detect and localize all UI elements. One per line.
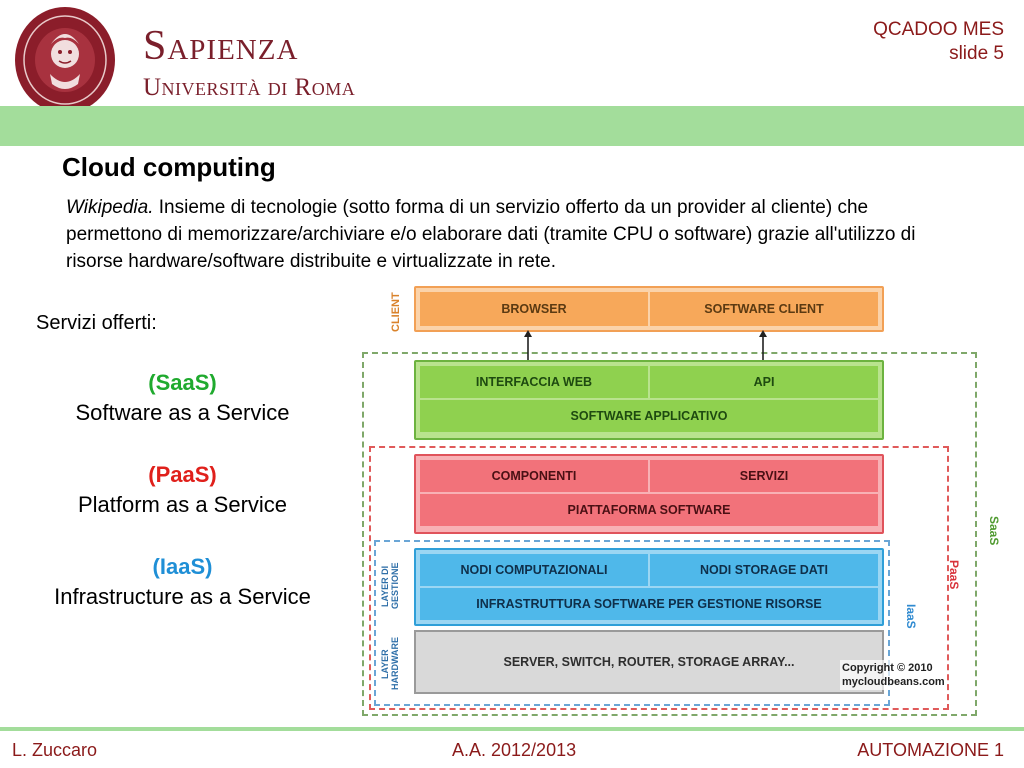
footer-band [0,727,1024,731]
footer-year: A.A. 2012/2013 [452,740,577,760]
service-paas [30,460,335,520]
cloud-stack-diagram [360,280,1001,720]
slide-title: Cloud computing [62,152,276,182]
nodi-computazionali-box: NODI COMPUTAZIONALI [420,554,648,586]
componenti-box: COMPONENTI [420,460,648,492]
layer-hardware-label: LAYER HARDWARE [380,637,400,691]
client-layer-label: CLIENT [390,292,402,332]
servizi-box: SERVIZI [650,460,878,492]
definition-paragraph [66,194,966,275]
paas-side-label: PaaS [947,560,961,590]
paas-band [414,454,884,534]
saas-band [414,360,884,440]
layer-gestione-label: LAYER DI GESTIONE [380,562,400,610]
iaas-side-label: IaaS [904,604,918,629]
service-name: Software as a Service [75,400,290,425]
university-seal-logo [12,4,118,116]
header-band [0,106,1024,146]
service-iaas [30,552,335,612]
course-title: QCADOO MES [873,19,1004,40]
iaas-management-band [414,548,884,626]
footer-author: L. Zuccaro [12,740,98,760]
nodi-storage-box: NODI STORAGE DATI [650,554,878,586]
slide-header-info [873,18,1004,66]
brand-name: Sapienza [143,23,299,69]
diagram-copyright [840,660,947,690]
service-code: (SaaS) [148,370,217,395]
hardware-box: SERVER, SWITCH, ROUTER, STORAGE ARRAY... [414,630,884,694]
software-applicativo-box: SOFTWARE APPLICATIVO [420,400,878,432]
browser-box: BROWSER [420,292,648,326]
copyright-url: mycloudbeans.com [842,676,945,688]
piattaforma-software-box: PIATTAFORMA SOFTWARE [420,494,878,526]
definition-source: Wikipedia. [66,197,154,218]
interfaccia-web-box: INTERFACCIA WEB [420,366,648,398]
saas-side-label: SaaS [987,516,1001,546]
infrastruttura-box: INFRASTRUTTURA SOFTWARE PER GESTIONE RISORSE [420,588,878,620]
api-box: API [650,366,878,398]
service-name: Infrastructure as a Service [54,584,311,609]
service-name: Platform as a Service [77,492,288,517]
copyright-line: Copyright © 2010 [842,662,933,674]
client-band [414,286,884,332]
service-code: (IaaS) [152,554,213,579]
footer-course: AUTOMAZIONE 1 [857,740,1004,760]
software-client-box: SOFTWARE CLIENT [650,292,878,326]
brand-subtitle: Università di Roma [143,74,356,101]
services-label: Servizi offerti: [36,312,157,334]
definition-text: Insieme di tecnologie (sotto forma di un servizio offerto da un provider al cliente) che permettono di memorizzare/archiviare e/o elaborare dati (tramite CPU o software) grazie all'utilizzo di risorse hardware/software distribuite e virtualizzate in rete. [66,197,916,272]
service-saas [30,368,335,428]
service-code: (PaaS) [148,462,217,487]
slide-number: slide 5 [949,43,1004,64]
